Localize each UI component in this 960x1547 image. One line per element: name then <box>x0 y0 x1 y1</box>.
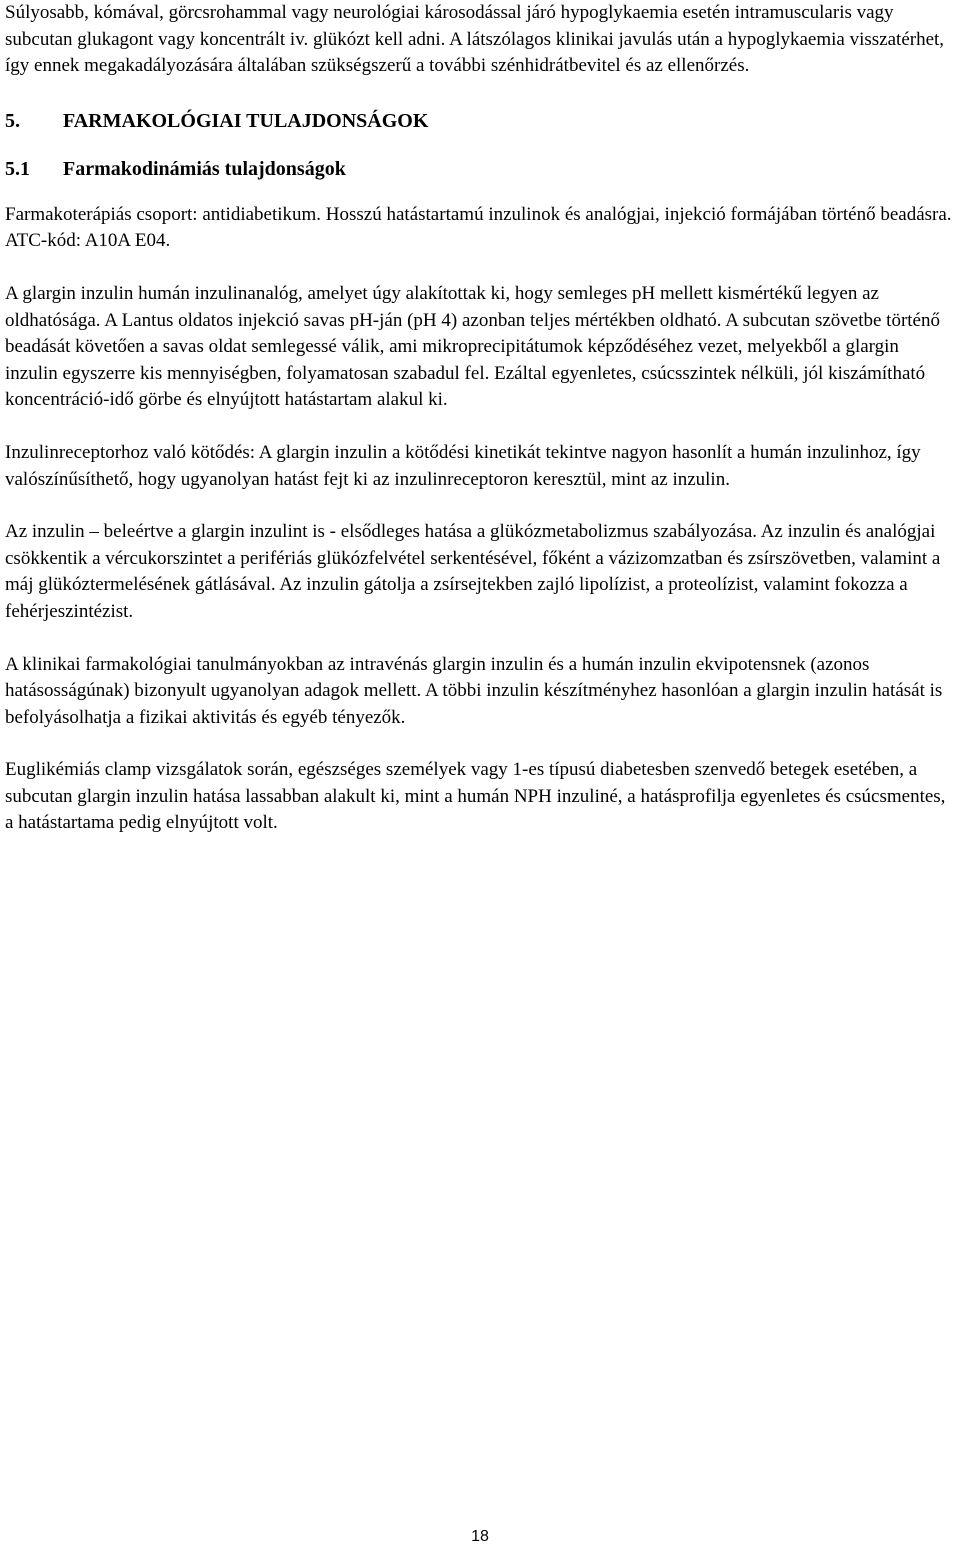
mechanism-paragraph: A glargin inzulin humán inzulinanalóg, amelyet úgy alakítottak ki, hogy semleges pH mellett kismértékű legyen az oldhatósága. A Lantus oldatos injekció savas pH-ján (pH 4) azonban teljes mértékben oldható. A subcutan szövetbe történő beadását követően a savas oldat semlegessé válik, ami mikroprecipitátumok képződéséhez vezet, melyekből a glargin inzulin egyszerre kis mennyiségben, folyamatosan szabadul fel. Ezáltal egyenletes, csúcsszintek nélküli, jól kiszámítható koncentráció-idő görbe és elnyújtott hatástartam alakul ki. <box>5 282 940 411</box>
intro-paragraph: Súlyosabb, kómával, görcsrohammal vagy neurológiai károsodással járó hypoglykaemia esetén intramuscularis vagy subcutan glukagont vagy koncentrált iv. glükózt kell adni. A látszólagos klinikai javulás után a hypoglykaemia visszatérhet, így ennek megakadályozására általában szükségszerű a további szénhidrátbevitel és az ellenőrzés. <box>5 2 945 77</box>
subsection-number: 5.1 <box>5 157 30 180</box>
subsection-heading <box>5 156 955 182</box>
primary-effect-paragraph: Az inzulin – beleértve a glargin inzulint is - elsődleges hatása a glükózmetabolizmus szabályozása. Az inzulin és analógjai csökkentik a vércukorszintet a perifériás glükózfelvétel serkentésével, főként a vázizomzatban és zsírszövetben, valamint a máj glükóztermelésének gátlásával. Az inzulin gátolja a zsírsejtekben zajló lipolízist, a proteolízist, valamint fokozza a fehérjeszintézist. <box>5 521 941 622</box>
section-title: FARMAKOLÓGIAI TULAJDONSÁGOK <box>63 109 429 132</box>
pharmacotherapeutic-group-paragraph: Farmakoterápiás csoport: antidiabetikum. Hosszú hatástartamú inzulinok és analógjai, injekció formájában történő beadásra. ATC-kód: A10A E04. <box>5 203 952 252</box>
receptor-binding-paragraph: Inzulinreceptorhoz való kötődés: A glargin inzulin a kötődési kinetikát tekintve nagyon hasonlít a humán inzulinhoz, így valószínűsíthető, hogy ugyanolyan hatást fejt ki az inzulinreceptoron keresztül, mint az inzulin. <box>5 441 921 490</box>
subsection-title: Farmakodinámiás tulajdonságok <box>63 157 346 180</box>
clinical-pharmacology-paragraph: A klinikai farmakológiai tanulmányokban az intravénás glargin inzulin és a humán inzulin ekvipotensnek (azonos hatásosságúnak) bizonyult ugyanolyan adagok mellett. A többi inzulin készítményhez hasonlóan a glargin inzulin hatását is befolyásolhatja a fizikai aktivitás és egyéb tényezők. <box>5 653 943 728</box>
section-number: 5. <box>5 109 20 132</box>
section-heading <box>5 108 955 134</box>
document-page <box>5 0 955 837</box>
euglycemic-clamp-paragraph: Euglikémiás clamp vizsgálatok során, egészséges személyek vagy 1-es típusú diabetesben szenvedő betegek esetében, a subcutan glargin inzulin hatása lassabban alakult ki, mint a humán NPH inzuliné, a hatásprofilja egyenletes és csúcsmentes, a hatástartama pedig elnyújtott volt. <box>5 759 946 834</box>
page-number: 18 <box>471 1528 489 1545</box>
